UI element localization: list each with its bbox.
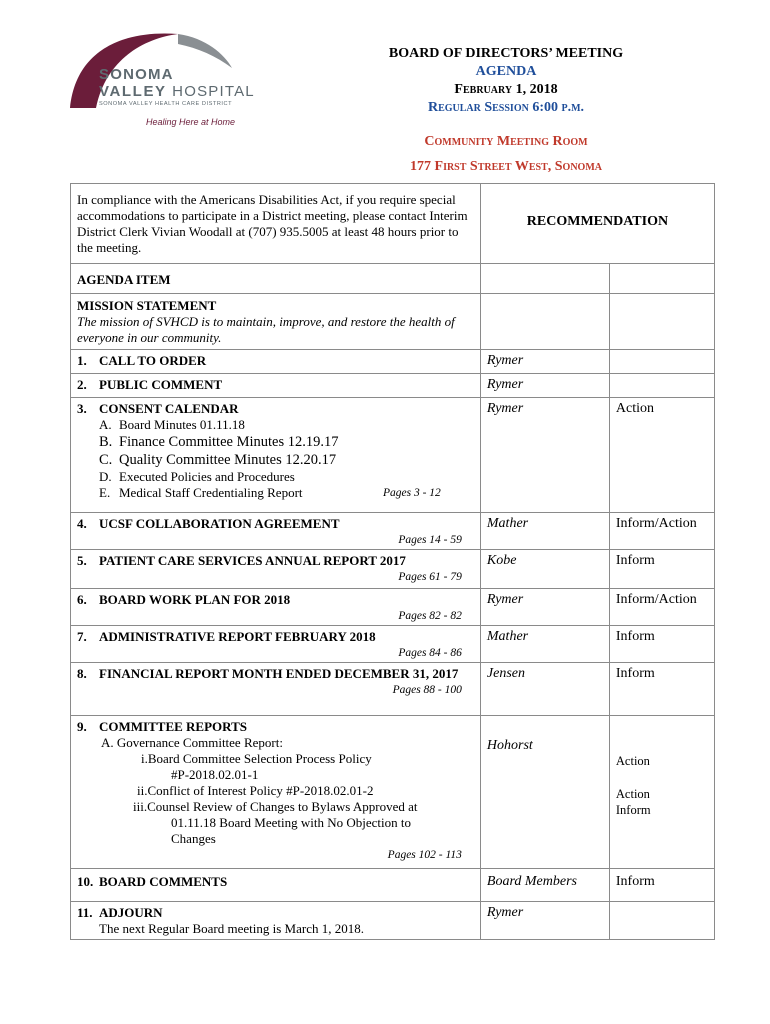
meeting-address: 177 First Street West, Sonoma <box>410 159 602 174</box>
presenter: Rymer <box>480 902 609 940</box>
list-item: 6. BOARD WORK PLAN FOR 2018 Pages 82 - 82 <box>71 589 481 626</box>
agenda-item-header: AGENDA ITEM <box>71 264 481 294</box>
table-row <box>71 398 715 513</box>
list-item: 1. CALL TO ORDER <box>71 350 481 374</box>
list-item: 4. UCSF COLLABORATION AGREEMENT Pages 14 - 59 <box>71 513 481 550</box>
logo-line-sonoma: SONOMA <box>99 66 174 83</box>
compliance-notice: In compliance with the Americans Disabilities Act, if you require special accommodations to participate in a District meeting, please contact Interim District Clerk Vivian Woodall at (707) 935.5005 at least 48 hours prior to the meeting. <box>71 184 481 264</box>
table-row <box>71 663 715 716</box>
action: Inform/Action <box>609 589 714 626</box>
action: Inform <box>609 550 714 589</box>
agenda-table <box>70 183 715 940</box>
table-row <box>71 374 715 398</box>
hospital-logo <box>66 28 255 134</box>
action <box>609 902 714 940</box>
mission-statement <box>71 294 481 350</box>
page-range: Pages 82 - 82 <box>398 610 462 622</box>
presenter: Rymer <box>480 398 609 513</box>
action <box>609 350 714 374</box>
mission-text: The mission of SVHCD is to maintain, improve, and restore the health of everyone in our community. <box>77 314 455 345</box>
list-item: 3. CONSENT CALENDAR A. Board Minutes 01.11.18 B. Finance Committee Minutes 12.19.17 C. Quality Committee Minutes 12.20.17 D. Executed Policies and Procedures E. Medical Staff Credentialing Report Pages 3 - 12 <box>71 398 481 513</box>
page-range: Pages 88 - 100 <box>392 684 462 696</box>
meeting-room: Community Meeting Room <box>424 134 588 149</box>
list-item: 9. COMMITTEE REPORTS A. Governance Committee Report: i.Board Committee Selection Process Policy #P-2018.02.01-1 ii.Conflict of Interest Policy #P-2018.02.01-2 iii.Counsel Review of Changes to Bylaws Approved at 01.11.18 Board Meeting with No Objection to Changes Pages 102 - 113 <box>71 716 481 869</box>
mission-title: MISSION STATEMENT <box>77 298 217 313</box>
action: Inform <box>609 663 714 716</box>
agenda-heading: AGENDA <box>475 64 537 79</box>
list-item: 8. FINANCIAL REPORT MONTH ENDED DECEMBER 31, 2017 Pages 88 - 100 <box>71 663 481 716</box>
recommendation-header: RECOMMENDATION <box>480 184 714 264</box>
next-meeting-note: The next Regular Board meeting is March 1, 2018. <box>99 921 364 936</box>
table-row <box>71 350 715 374</box>
table-row <box>71 589 715 626</box>
action: Action Action Inform <box>609 716 714 869</box>
presenter: Hohorst <box>480 716 609 869</box>
table-row <box>71 869 715 902</box>
presenter: Rymer <box>480 374 609 398</box>
meeting-session: Regular Session 6:00 p.m. <box>427 100 585 115</box>
list-item: 7. ADMINISTRATIVE REPORT FEBRUARY 2018 Pages 84 - 86 <box>71 626 481 663</box>
meeting-title: BOARD OF DIRECTORS’ MEETING <box>388 46 624 61</box>
page-range: Pages 3 - 12 <box>383 487 441 499</box>
presenter: Jensen <box>480 663 609 716</box>
logo-line-valley: VALLEY HOSPITAL <box>99 83 255 100</box>
table-row <box>71 264 715 294</box>
presenter: Mather <box>480 626 609 663</box>
list-item: 10. BOARD COMMENTS <box>71 869 481 902</box>
action: Inform <box>609 626 714 663</box>
page-range: Pages 14 - 59 <box>398 534 462 546</box>
page-range: Pages 61 - 79 <box>398 571 462 583</box>
list-item: 11. ADJOURN The next Regular Board meeting is March 1, 2018. <box>71 902 481 940</box>
presenter: Rymer <box>480 589 609 626</box>
table-row <box>71 902 715 940</box>
list-item: 5. PATIENT CARE SERVICES ANNUAL REPORT 2017 Pages 61 - 79 <box>71 550 481 589</box>
presenter: Kobe <box>480 550 609 589</box>
logo-tagline: Healing Here at Home <box>146 117 236 127</box>
action <box>609 374 714 398</box>
table-row <box>71 184 715 264</box>
table-row <box>71 716 715 869</box>
meeting-date: February 1, 2018 <box>454 82 558 97</box>
page-range: Pages 84 - 86 <box>398 647 462 659</box>
logo-district: SONOMA VALLEY HEALTH CARE DISTRICT <box>99 101 233 107</box>
presenter: Mather <box>480 513 609 550</box>
action: Inform <box>609 869 714 902</box>
table-row <box>71 626 715 663</box>
presenter: Board Members <box>480 869 609 902</box>
presenter: Rymer <box>480 350 609 374</box>
table-row <box>71 550 715 589</box>
table-row <box>71 294 715 350</box>
table-row <box>71 513 715 550</box>
action: Action <box>609 398 714 513</box>
action: Inform/Action <box>609 513 714 550</box>
page-range: Pages 102 - 113 <box>387 849 462 861</box>
list-item: 2. PUBLIC COMMENT <box>71 374 481 398</box>
